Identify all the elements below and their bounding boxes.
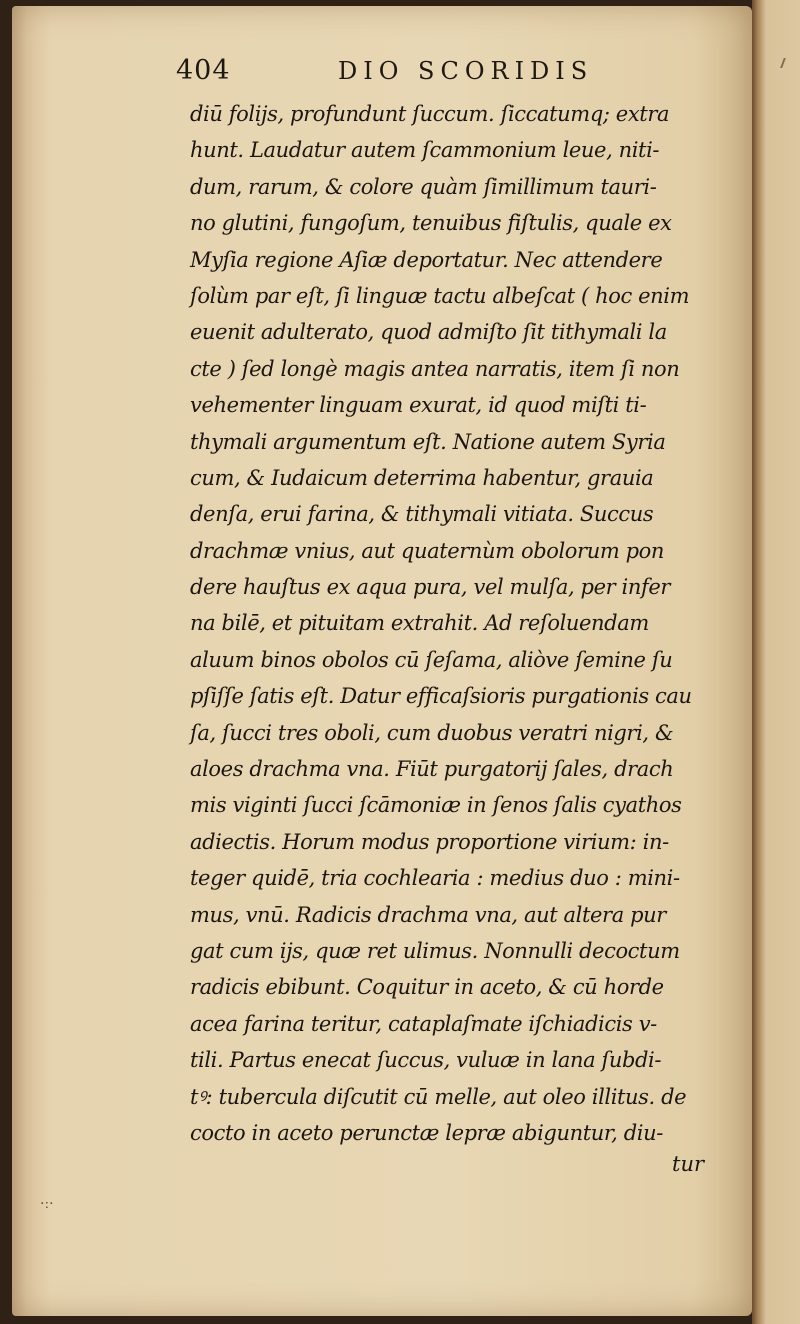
text-line: denſa, erui farina, & tithymali vitiata. Succus (190, 502, 654, 527)
page-number: 404 (176, 55, 231, 86)
text-line: dere hauſtus ex aqua pura, vel mulſa, per infer (190, 575, 671, 600)
text-line: radicis ebibunt. Coquitur in aceto, & cū horde (190, 975, 664, 1000)
text-line: teger quidē, tria cochlearia : medius duo : mini- (190, 866, 680, 891)
text-line: euenit adulterato, quod admiſto ſit tithymali la (190, 320, 667, 345)
text-line: no glutini, fungoſum, tenuibus fiſtulis, quale ex (190, 211, 672, 236)
margin-ink-mark-icon: ·ː· (40, 1196, 54, 1212)
text-line: thymali argumentum eſt. Natione autem Syria (190, 429, 666, 454)
text-line: vehementer linguam exurat, id quod miſti ti- (190, 393, 647, 418)
running-title: DIO SCORIDIS (338, 57, 594, 85)
text-line: diū folijs, profundunt ſuccum. ſiccatumq; extra (190, 102, 670, 126)
text-line: mus, vnū. Radicis drachma vna, aut altera pur (190, 902, 666, 927)
text-line: cum, & Iudaicum deterrima habentur, grauia (190, 465, 654, 490)
text-line: Myſia regione Aſiæ deportatur. Nec attendere (190, 247, 663, 272)
text-line: aloes drachma vna. Fiūt purgatorij ſales, drach (190, 757, 674, 782)
page-header (176, 55, 736, 91)
text-line: na bilē, et pituitam extrahit. Ad reſoluendam (190, 611, 649, 636)
text-line: gat cum ijs, quæ ret ulimus. Nonnulli decoctum (190, 938, 680, 963)
text-line: dum, rarum, & colore quàm ſimillimum tauri- (190, 174, 657, 199)
text-line: aluum binos obolos cū ſeſama, aliòve ſemine ſu (190, 647, 673, 672)
facing-page-edge (752, 0, 800, 1324)
catchword: tur (672, 1152, 705, 1176)
text-line: tili. Partus enecat ſuccus, vuluæ in lana ſubdi- (190, 1048, 662, 1073)
text-line: cte ) ſed longè magis antea narratis, item ſi non (190, 356, 680, 381)
text-line: ſolùm par eſt, ſi linguæ tactu albeſcat ( hoc enim (190, 283, 690, 308)
text-line: adiectis. Horum modus proportione virium: in- (190, 829, 669, 854)
text-block (190, 96, 730, 1151)
text-line: cocto in aceto perunctæ lepræ abiguntur, diu- (190, 1120, 663, 1145)
text-line: pſiſſe ſatis eſt. Datur efficaſsioris purgationis cau (190, 684, 692, 709)
text-line: mis viginti ſucci ſcāmoniæ in ſenos ſalis cyathos (190, 793, 682, 818)
text-line: ſa, ſucci tres oboli, cum duobus veratri nigri, & (190, 720, 674, 745)
text-line: acea farina teritur, cataplaſmate iſchiadicis v- (190, 1011, 657, 1036)
text-line: hunt. Laudatur autem ſcammonium leue, niti- (190, 138, 660, 163)
text-line: drachmæ vnius, aut quaternùm obolorum pon (190, 538, 665, 563)
text-line: tꝰ: tubercula diſcutit cū melle, aut oleo illitus. de (190, 1084, 687, 1109)
